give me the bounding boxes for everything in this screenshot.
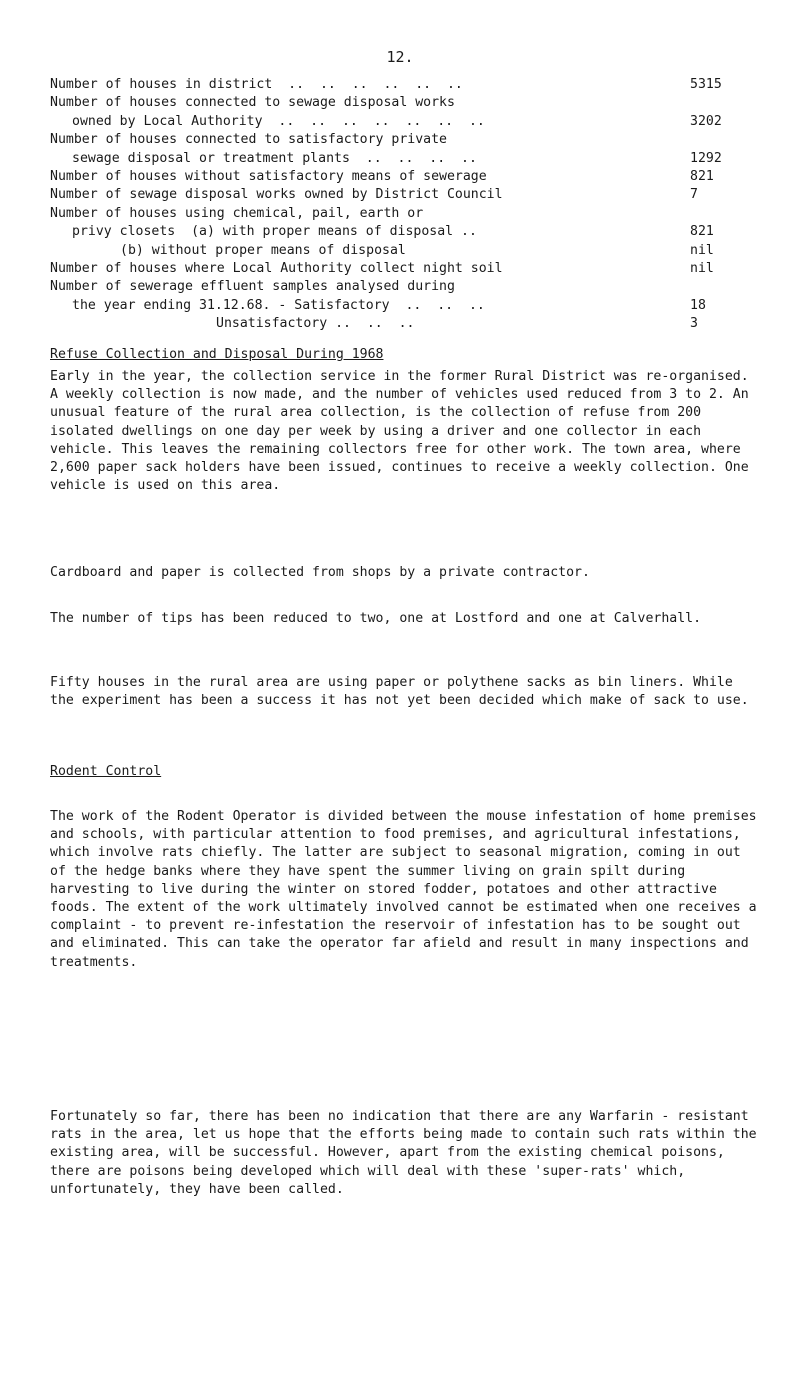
stat-label: Number of houses connected to satisfactory private [50,132,447,148]
stat-value: 3202 [690,113,722,129]
stat-label: owned by Local Authority .. .. .. .. .. .. .. [72,113,485,129]
refuse-heading: Refuse Collection and Disposal During 1968 [50,347,384,362]
stat-row [50,315,750,333]
stat-row [50,113,750,131]
stat-value [682,205,750,223]
stat-value: 821 [690,224,714,240]
stat-row [50,150,750,168]
stat-label: the year ending 31.12.68. - Satisfactory .. .. .. [72,297,485,313]
stat-value [682,278,750,296]
stat-row [50,297,750,315]
stat-value: nil [690,261,714,277]
stat-label: Number of houses connected to sewage disposal works [50,95,455,111]
page-number: 12. [386,48,414,66]
stat-value [682,131,750,149]
rodent-paragraph-2: Fortunately so far, there has been no indication that there are any Warfarin - resistant rats in the area, let us hope that the efforts being made to contain such rats within the existing area, will be successful. However, apart from the existing chemical poisons, there are poisons being developed which will deal with these 'super-rats' which, unfortunately, they have been called. [50,1109,757,1197]
stat-row [50,186,750,204]
stat-value: 1292 [690,150,722,166]
stat-row [50,260,750,278]
stat-label: Number of houses where Local Authority collect night soil [50,261,503,277]
stat-row [50,168,750,186]
stat-label: privy closets (a) with proper means of disposal .. [72,224,477,240]
stat-row [50,205,750,223]
stat-value: 821 [690,169,714,185]
refuse-paragraph-1: Early in the year, the collection service in the former Rural District was re-organised. A weekly collection is now made, and the number of vehicles used reduced from 3 to 2. An unusual feature of the rural area collection, is the collection of refuse from 200 isolated dwellings on one day per week by using a driver and one collector in each vehicle. This leaves the remaining collectors free for other work. The town area, where 2,600 paper sack holders have been issued, continues to receive a weekly collection. One vehicle is used on this area. [50,369,749,494]
stat-value: nil [690,242,714,258]
stat-value: 3 [690,316,698,332]
rodent-heading: Rodent Control [50,764,162,779]
stat-value: 5315 [690,77,722,92]
rodent-paragraph-1: The work of the Rodent Operator is divided between the mouse infestation of home premises and schools, with particular attention to food premises, and agricultural infestations, which involve rats chiefly. The latter are subject to seasonal migration, coming in out of the hedge banks where they have spent the summer living on grain spilt during harvesting to live during the winter on stored fodder, potatoes and other attractive foods. The extent of the work ultimately involved cannot be estimated when one receives a complaint - to prevent re-infestation the reservoir of infestation has to be sought out and eliminated. This can take the operator far afield and result in many inspections and treatments. [50,809,757,970]
stat-row [50,278,750,296]
stat-label: Number of sewage disposal works owned by District Council [50,187,503,203]
refuse-paragraph-4: Fifty houses in the rural area are using paper or polythene sacks as bin liners. While the experiment has been a success it has not yet been decided which make of sack to use. [50,675,749,709]
stat-value: 18 [690,297,706,313]
stat-label: Number of sewerage effluent samples analysed during [50,279,455,295]
stat-value [682,94,750,112]
refuse-paragraph-2: Cardboard and paper is collected from shops by a private contractor. [50,565,590,580]
stat-label: sewage disposal or treatment plants .. .. .. .. [72,150,477,166]
stat-row [50,242,750,260]
stat-label: Number of houses using chemical, pail, earth or [50,205,424,221]
stat-value: 7 [690,187,698,203]
stat-row [50,223,750,241]
stat-row [50,131,750,149]
refuse-paragraph-3: The number of tips has been reduced to two, one at Lostford and one at Calverhall. [50,611,702,626]
stat-label: Number of houses in district .. .. .. .. .. .. [50,77,463,92]
stat-label: Number of houses without satisfactory means of sewerage [50,169,487,185]
stat-label: Unsatisfactory .. .. .. [216,316,415,332]
stat-label: (b) without proper means of disposal [120,242,406,258]
stat-row [50,76,750,94]
sewerage-statistics [50,76,750,334]
stat-row [50,94,750,112]
